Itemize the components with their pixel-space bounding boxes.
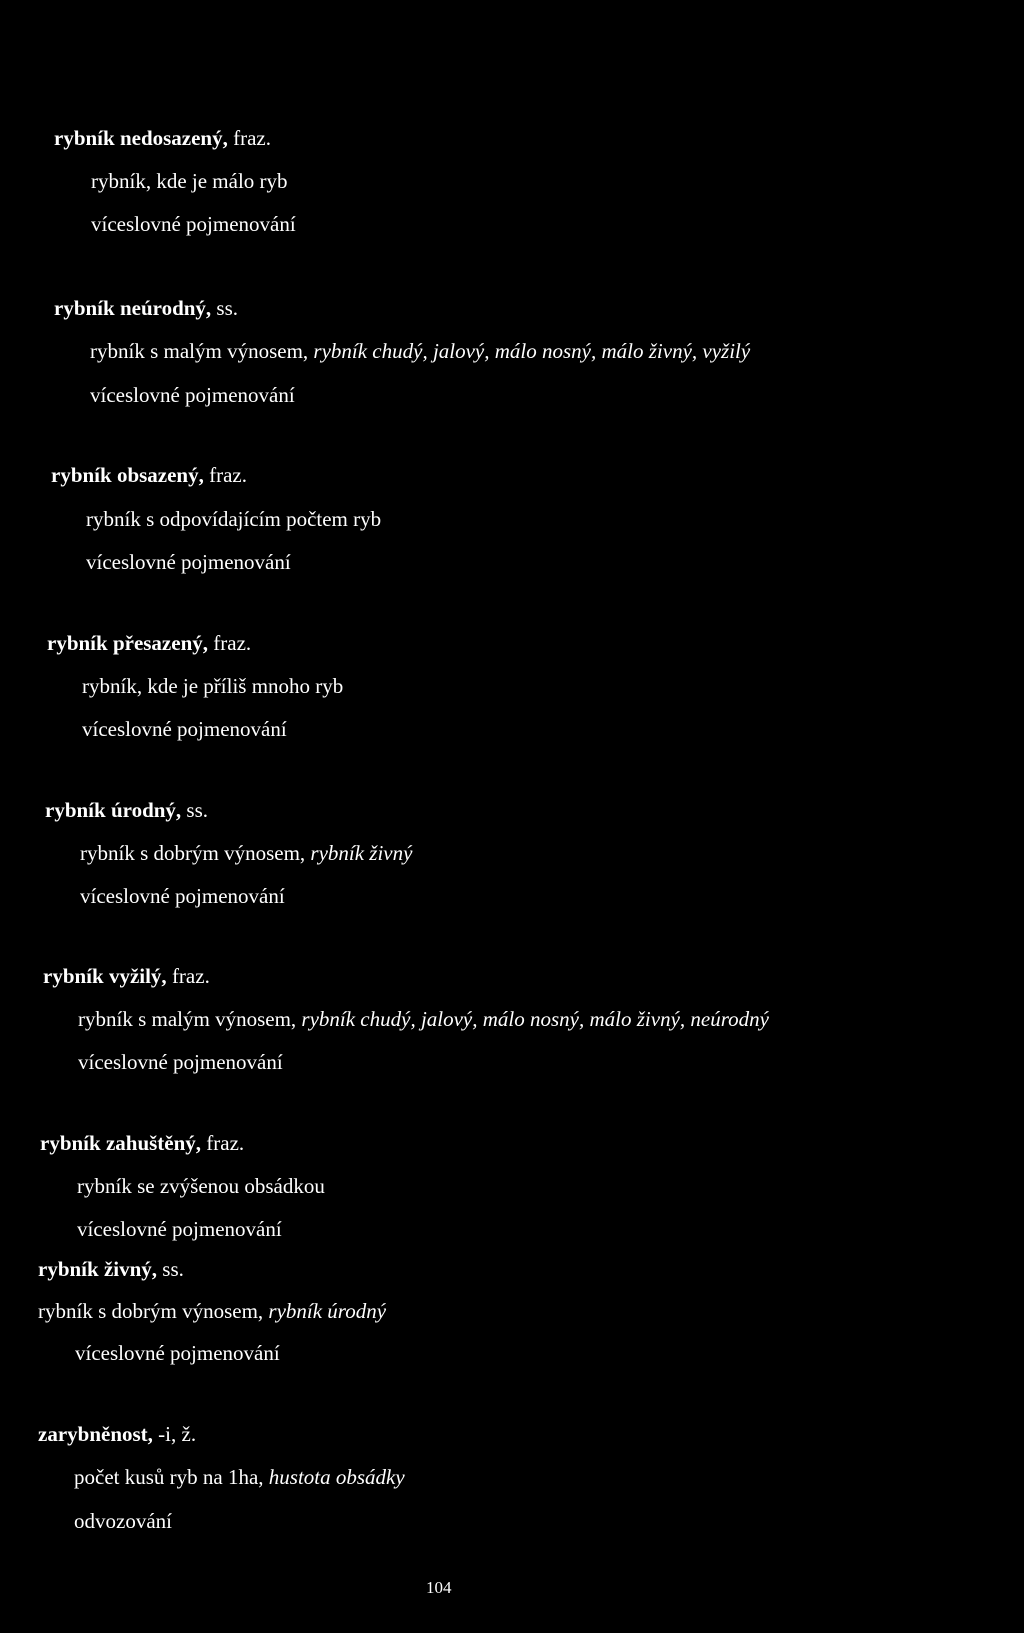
- entry-definition: počet kusů ryb na 1ha, hustota obsádky: [74, 1465, 405, 1489]
- entry-type: víceslovné pojmenování: [82, 717, 287, 741]
- entry-headword: zarybněnost, -i, ž.: [38, 1422, 197, 1446]
- entry-headword: rybník zahuštěný, fraz.: [40, 1131, 245, 1155]
- entry-headword: rybník nedosazený, fraz.: [54, 126, 272, 150]
- entry-definition: rybník, kde je málo ryb: [91, 169, 288, 193]
- entry-type: víceslovné pojmenování: [86, 550, 291, 574]
- entry-definition: rybník s malým výnosem, rybník chudý, jalový, málo nosný, málo živný, neúrodný: [78, 1007, 769, 1031]
- entry-headword: rybník přesazený, fraz.: [47, 631, 252, 655]
- entry-type: víceslovné pojmenování: [75, 1341, 280, 1365]
- entry-headword: rybník obsazený, fraz.: [51, 463, 248, 487]
- entry-definition: rybník s dobrým výnosem, rybník úrodný: [38, 1299, 387, 1323]
- entry-headword: rybník živný, ss.: [38, 1257, 184, 1281]
- entry-headword: rybník úrodný, ss.: [45, 798, 209, 822]
- entry-type: víceslovné pojmenování: [77, 1217, 282, 1241]
- entry-definition: rybník s malým výnosem, rybník chudý, jalový, málo nosný, málo živný, vyžilý: [90, 339, 751, 363]
- page-number: 104: [426, 1578, 452, 1597]
- entry-type: víceslovné pojmenování: [90, 383, 295, 407]
- entry-definition: rybník s odpovídajícím počtem ryb: [86, 507, 382, 531]
- entry-type: víceslovné pojmenování: [80, 884, 285, 908]
- entry-type: víceslovné pojmenování: [78, 1050, 283, 1074]
- entry-definition: rybník s dobrým výnosem, rybník živný: [80, 841, 413, 865]
- entry-type: víceslovné pojmenování: [91, 212, 296, 236]
- entry-definition: rybník se zvýšenou obsádkou: [77, 1174, 325, 1198]
- entry-definition: rybník, kde je příliš mnoho ryb: [82, 674, 344, 698]
- entry-headword: rybník vyžilý, fraz.: [43, 964, 210, 988]
- entry-type: odvozování: [74, 1509, 172, 1533]
- entry-headword: rybník neúrodný, ss.: [54, 296, 239, 320]
